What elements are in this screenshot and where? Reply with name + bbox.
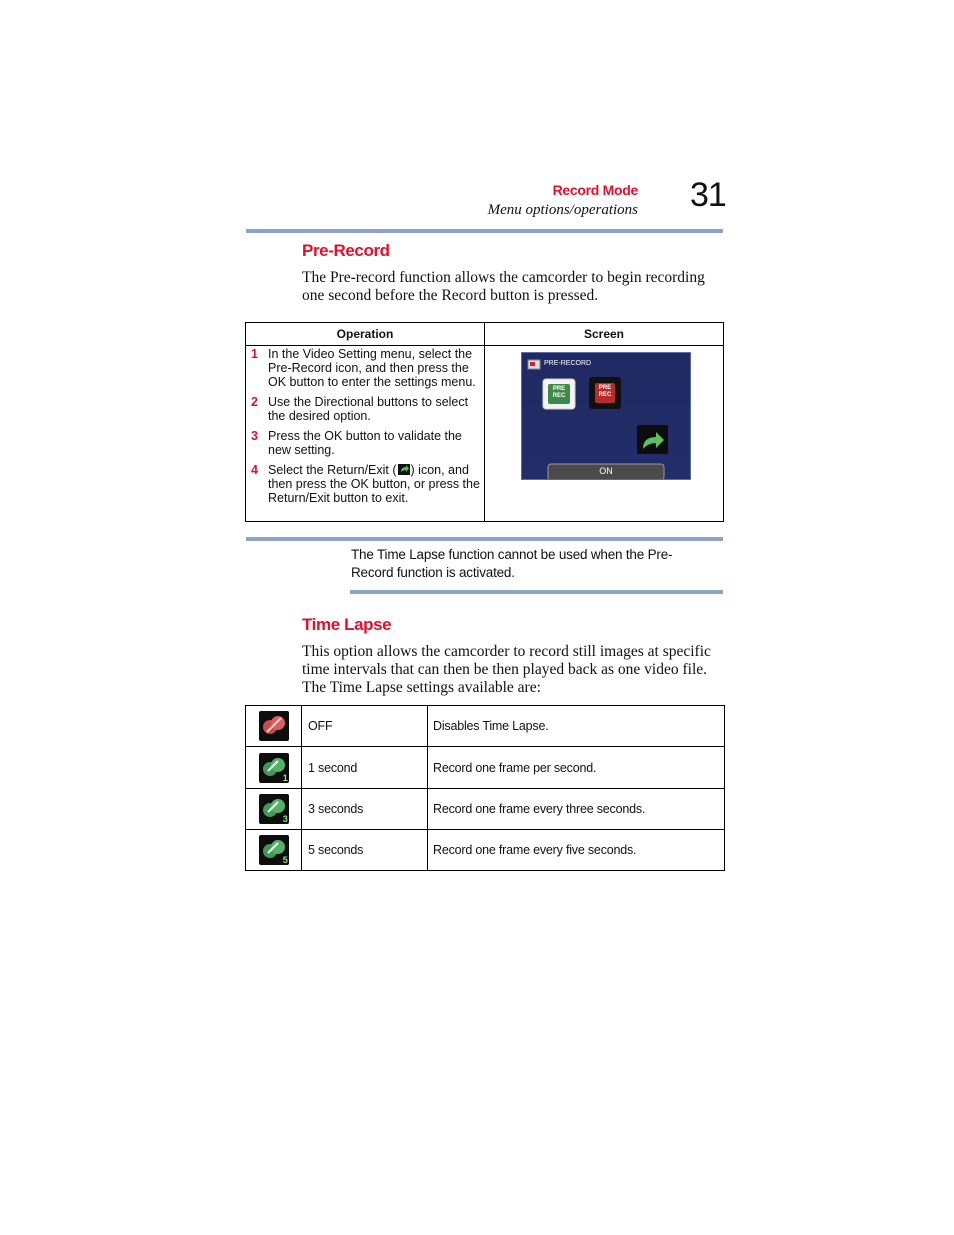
screen-option-value: ON [599, 466, 613, 476]
step-text-after: ) icon, and then press the OK button, or press the Return/Exit button to exit. [268, 463, 480, 505]
time-lapse-1-icon [259, 753, 289, 783]
step-number: 3 [251, 429, 258, 443]
time-lapse-settings-table [245, 705, 725, 871]
step-number: 2 [251, 395, 258, 409]
pre-record-intro: The Pre-record function allows the camcorder to begin recording one second before the Record button is pressed. [302, 269, 705, 304]
icon-badge: 5 [282, 855, 288, 865]
setting-description: Disables Time Lapse. [428, 706, 725, 747]
setting-name: 3 seconds [302, 789, 428, 830]
column-header-operation: Operation [246, 323, 485, 346]
screen-menu-title: PRE-RECORD [544, 360, 592, 367]
pre-record-heading: Pre-Record [302, 241, 390, 260]
note-top-rule [246, 537, 723, 541]
setting-description: Record one frame every five seconds. [428, 830, 725, 871]
column-header-screen: Screen [485, 323, 724, 346]
page-number: 31 [690, 176, 726, 214]
setting-description: Record one frame per second. [428, 747, 725, 789]
step-item [250, 395, 480, 423]
setting-description: Record one frame every three seconds. [428, 789, 725, 830]
running-header-section: Record Mode [552, 182, 638, 198]
table-row [246, 706, 725, 747]
screen-icon-label-off: PRE REC [598, 385, 612, 398]
step-text [268, 463, 480, 505]
step-text: Press the OK button to validate the new setting. [268, 429, 462, 457]
setting-name: OFF [302, 706, 428, 747]
step-item [250, 429, 480, 457]
step-number: 4 [251, 463, 258, 477]
icon-badge: 3 [282, 814, 288, 824]
camcorder-screen-preview [521, 352, 691, 480]
note-text: The Time Lapse function cannot be used when the Pre-Record function is activated. [351, 547, 673, 580]
step-item [250, 347, 480, 389]
table-row [246, 830, 725, 871]
time-lapse-5-icon [259, 835, 289, 865]
time-lapse-off-icon [259, 711, 289, 741]
pre-record-operations-table [245, 322, 724, 522]
time-lapse-3-icon [259, 794, 289, 824]
time-lapse-intro: This option allows the camcorder to record still images at specific time intervals that can then be then played back as one video file. The Time Lapse settings available are: [302, 643, 711, 696]
setting-name: 5 seconds [302, 830, 428, 871]
screen-graphics [522, 353, 690, 479]
running-header-subsection: Menu options/operations [487, 202, 638, 218]
note-bottom-rule [350, 590, 723, 594]
table-row [246, 789, 725, 830]
step-text-before: Select the Return/Exit ( [268, 463, 397, 477]
time-lapse-heading: Time Lapse [302, 615, 392, 634]
step-number: 1 [251, 347, 258, 361]
return-exit-icon [398, 464, 410, 475]
icon-badge: 1 [282, 772, 288, 783]
step-text: In the Video Setting menu, select the Pre-Record icon, and then press the OK button to enter the settings menu. [268, 347, 476, 389]
screen-icon-label-selected: PRE REC [552, 386, 566, 399]
step-item [250, 463, 480, 505]
header-rule [246, 229, 723, 233]
setting-name: 1 second [302, 747, 428, 789]
table-row [246, 747, 725, 789]
step-text: Use the Directional buttons to select the desired option. [268, 395, 469, 423]
operation-steps [246, 346, 484, 521]
